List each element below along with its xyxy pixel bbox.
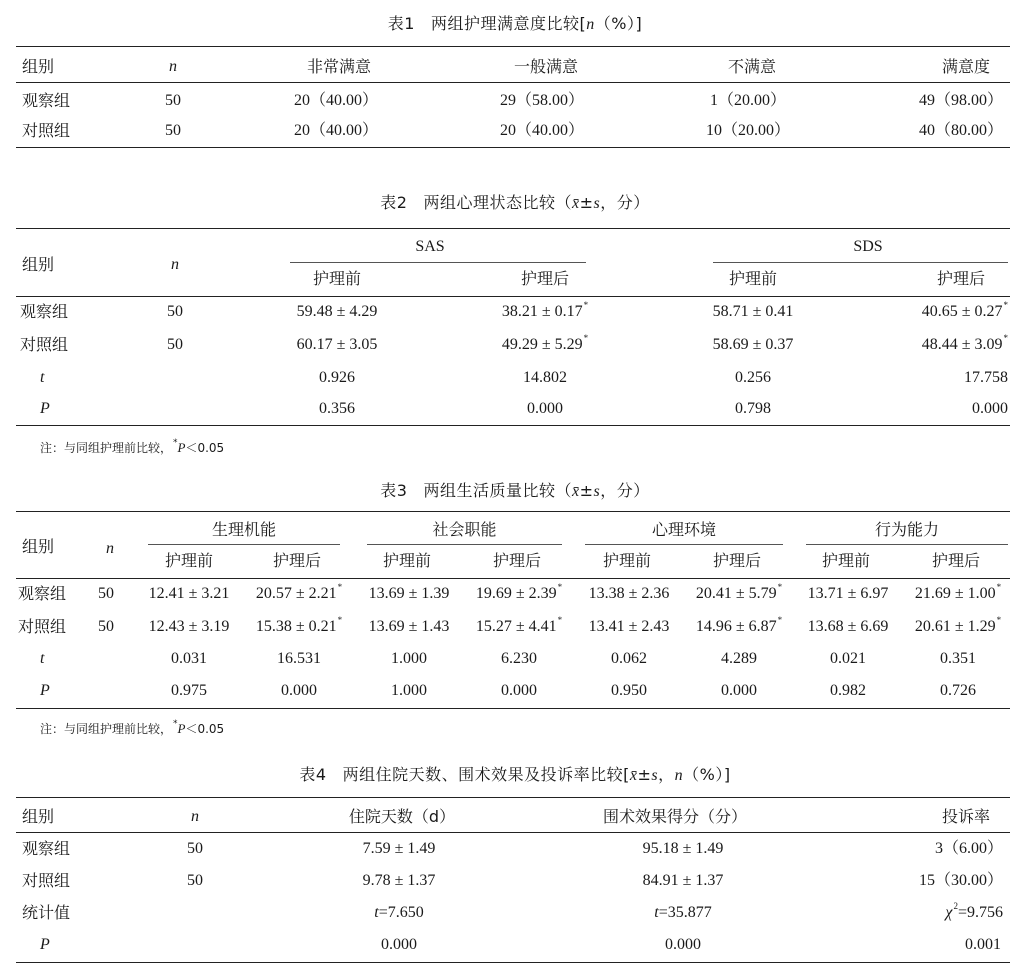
table2-row-label: 对照组 <box>20 335 69 354</box>
significance-marker: * <box>557 614 563 625</box>
table4-caption-number: 表4 <box>299 765 327 784</box>
table1-caption: 表1 两组护理满意度比较[n（%）] <box>387 14 643 33</box>
table3-header-before: 护理前 <box>602 551 652 570</box>
table3-header-n: n <box>106 540 114 557</box>
table1-cell: 29（58.00） <box>499 92 585 109</box>
table1-header-unsatisfied: 不满意 <box>727 57 777 76</box>
table2-cell: 50 <box>167 303 183 320</box>
table2-header-n: n <box>171 256 179 273</box>
table3-cell: 50 <box>98 585 114 602</box>
table3-header-domain: 心理环境 <box>651 520 717 539</box>
table3-cell: 0.351 <box>940 650 976 667</box>
table1-cell: 20（40.00） <box>293 92 379 109</box>
table3-header-after: 护理后 <box>931 551 981 570</box>
table3-span-rule <box>148 544 340 545</box>
table4-cell: 0.000 <box>665 936 701 953</box>
table2-cell: 0.256 <box>735 369 771 386</box>
table3-cell: 15.38 ± 0.21* <box>255 614 343 635</box>
table2-cell: 50 <box>167 336 183 353</box>
table3-cell: 0.062 <box>611 650 647 667</box>
table4-header-stay-days: 住院天数（d） <box>348 807 456 826</box>
table3-cell: 13.69 ± 1.43 <box>368 618 450 635</box>
table3-note: 注：与同组护理前比较，*P＜0.05 <box>40 719 225 736</box>
table4-cell: 15（30.00） <box>918 872 1003 889</box>
table3-header-before: 护理前 <box>382 551 432 570</box>
table1-cell: 1（20.00） <box>709 92 787 109</box>
table3-header-domain: 生理机能 <box>211 520 277 539</box>
table3-cell: 20.41 ± 5.79* <box>695 581 783 602</box>
table3-header-domain: 行为能力 <box>874 520 940 539</box>
table2-header-rule <box>16 296 1010 297</box>
significance-marker: * <box>583 299 589 310</box>
table1-row-label: 观察组 <box>22 91 71 110</box>
table3-row-label: 对照组 <box>18 617 67 636</box>
table3-header-domain: 社会职能 <box>432 520 497 539</box>
table3-span-rule <box>585 544 783 545</box>
table3-header-rule <box>16 578 1010 579</box>
table3-cell: 50 <box>98 618 114 635</box>
table4-caption: 表4 两组住院天数、围术效果及投诉率比较[x̄±s，n（%）] <box>299 765 731 784</box>
significance-marker: * <box>337 614 343 625</box>
table4-top-rule <box>16 797 1010 798</box>
table1-cell: 20（40.00） <box>293 122 379 139</box>
table2-header-sas-before: 护理前 <box>312 269 362 288</box>
table2-cell: 0.926 <box>319 369 355 386</box>
table1-header-n: n <box>169 58 177 75</box>
table3-cell: 6.230 <box>501 650 537 667</box>
table4-cell: 50 <box>187 872 203 889</box>
table1-bottom-rule <box>16 147 1010 148</box>
table3-header-before: 护理前 <box>164 551 214 570</box>
table3-cell: 0.000 <box>501 682 537 699</box>
table3-cell: 4.289 <box>721 650 757 667</box>
table4-header-rule <box>16 832 1010 833</box>
table2-cell: 58.69 ± 0.37 <box>712 336 794 353</box>
table2-sas-span-rule <box>290 262 586 263</box>
table1-cell: 49（98.00） <box>918 92 1003 109</box>
table1-cell: 50 <box>165 122 181 139</box>
table3-cell: 0.000 <box>721 682 757 699</box>
table3-row-label: 观察组 <box>18 584 67 603</box>
table4-bottom-rule <box>16 962 1010 963</box>
table1-header-group: 组别 <box>22 57 55 76</box>
table1-caption-number: 表1 <box>387 14 415 33</box>
table3-header-after: 护理后 <box>272 551 322 570</box>
table2-cell: 38.21 ± 0.17* <box>501 299 589 320</box>
table3-header-group: 组别 <box>22 537 55 556</box>
table1-row-label: 对照组 <box>22 121 71 140</box>
table4-stat-chi: $\chi^2=9.756$ <box>945 900 1003 921</box>
significance-marker: * <box>583 332 589 343</box>
table2-cell: 40.65 ± 0.27* <box>921 299 1008 320</box>
table4-header-perioperative-score: 围术效果得分（分） <box>602 807 748 826</box>
table3-cell: 20.61 ± 1.29* <box>914 614 1002 635</box>
table4-header-n: n <box>191 808 199 825</box>
table4-cell: 84.91 ± 1.37 <box>642 872 724 889</box>
significance-marker: * <box>996 614 1002 625</box>
table4-cell: 50 <box>187 840 203 857</box>
table1-cell: 10（20.00） <box>705 122 791 139</box>
table2-cell: 14.802 <box>523 369 567 386</box>
table2-note: 注：与同组护理前比较，*P＜0.05 <box>40 438 225 455</box>
table1-cell: 40（80.00） <box>918 122 1003 139</box>
table2-cell: 49.29 ± 5.29* <box>501 332 589 353</box>
table3-caption: 表3 两组生活质量比较（x̄±s，分） <box>380 481 650 500</box>
table3-cell: 19.69 ± 2.39* <box>475 581 563 602</box>
table3-header-after: 护理后 <box>492 551 542 570</box>
table3-cell: 16.531 <box>277 650 321 667</box>
table4-stat-t2: t=35.877 <box>654 904 712 921</box>
table4-stat-t1: t=7.650 <box>374 904 424 921</box>
table3-row-label: P <box>40 682 50 699</box>
table3-cell: 21.69 ± 1.00* <box>914 581 1002 602</box>
table3-cell: 14.96 ± 6.87* <box>695 614 783 635</box>
table3-cell: 15.27 ± 4.41* <box>475 614 563 635</box>
table2-header-sds: SDS <box>853 238 883 255</box>
table1-header-rule <box>16 82 1010 83</box>
table2-cell: 58.71 ± 0.41 <box>712 303 794 320</box>
significance-marker: * <box>777 614 783 625</box>
table3-cell: 13.38 ± 2.36 <box>588 585 670 602</box>
table2-cell: 0.000 <box>527 400 563 417</box>
table3-cell: 13.41 ± 2.43 <box>588 618 670 635</box>
table4-cell: 0.001 <box>965 936 1001 953</box>
table1-header-generally-satisfied: 一般满意 <box>513 57 579 76</box>
table3-cell: 0.021 <box>830 650 866 667</box>
table1-header-very-satisfied: 非常满意 <box>306 57 372 76</box>
table2-cell: 59.48 ± 4.29 <box>296 303 378 320</box>
table3-bottom-rule <box>16 708 1010 709</box>
significance-marker: * <box>337 581 343 592</box>
table2-cell: 0.798 <box>735 400 771 417</box>
table3-cell: 1.000 <box>391 682 427 699</box>
table4-header-group: 组别 <box>22 807 55 826</box>
table3-cell: 0.975 <box>171 682 207 699</box>
table3-span-rule <box>806 544 1008 545</box>
table2-cell: 0.356 <box>319 400 355 417</box>
table3-cell: 13.68 ± 6.69 <box>807 618 889 635</box>
table2-header-sas: SAS <box>415 238 445 255</box>
table2-header-sds-after: 护理后 <box>936 269 986 288</box>
table4-cell: 0.000 <box>381 936 417 953</box>
table3-row-label: t <box>40 650 45 667</box>
table2-cell: 17.758 <box>964 369 1008 386</box>
table4-stat-label: 统计值 <box>22 903 71 922</box>
table3-cell: 12.41 ± 3.21 <box>148 585 230 602</box>
table2-row-label: 观察组 <box>20 302 69 321</box>
table3-caption-number: 表3 <box>380 481 408 500</box>
table2-row-label: P <box>40 400 50 417</box>
table2-caption-number: 表2 <box>380 193 408 212</box>
table4-p-label: P <box>40 936 50 953</box>
table4-header-complaint-rate: 投诉率 <box>941 807 990 826</box>
significance-marker: * <box>557 581 563 592</box>
significance-marker: * <box>1003 299 1008 310</box>
table2-row-label: t <box>40 369 45 386</box>
table3-header-before: 护理前 <box>821 551 871 570</box>
table3-header-after: 护理后 <box>712 551 762 570</box>
table2-sds-span-rule <box>713 262 1008 263</box>
table3-cell: 20.57 ± 2.21* <box>255 581 343 602</box>
table3-cell: 0.031 <box>171 650 207 667</box>
table4-row-label: 对照组 <box>22 871 71 890</box>
table3-top-rule <box>16 511 1010 512</box>
table2-header-group: 组别 <box>22 255 55 274</box>
table2-cell: 0.000 <box>972 400 1008 417</box>
table2-caption: 表2 两组心理状态比较（x̄±s，分） <box>380 193 650 212</box>
table2-bottom-rule <box>16 425 1010 426</box>
table4-cell: 3（6.00） <box>934 840 1003 857</box>
table1-top-rule <box>16 46 1010 47</box>
table2-top-rule <box>16 228 1010 229</box>
table1-header-satisfaction: 满意度 <box>941 57 990 76</box>
significance-marker: * <box>777 581 783 592</box>
significance-marker: * <box>1003 332 1008 343</box>
table2-cell: 60.17 ± 3.05 <box>296 336 378 353</box>
table2-header-sas-after: 护理后 <box>520 269 570 288</box>
table3-span-rule <box>367 544 562 545</box>
table3-cell: 0.982 <box>830 682 866 699</box>
table4-row-label: 观察组 <box>22 839 71 858</box>
table3-cell: 1.000 <box>391 650 427 667</box>
table2-cell: 48.44 ± 3.09* <box>921 332 1008 353</box>
table3-cell: 0.000 <box>281 682 317 699</box>
table4-cell: 95.18 ± 1.49 <box>642 840 724 857</box>
significance-marker: * <box>996 581 1002 592</box>
table3-cell: 0.950 <box>611 682 647 699</box>
table3-cell: 12.43 ± 3.19 <box>148 618 230 635</box>
table1-cell: 20（40.00） <box>499 122 585 139</box>
table1-cell: 50 <box>165 92 181 109</box>
table3-cell: 13.71 ± 6.97 <box>807 585 889 602</box>
table3-cell: 0.726 <box>940 682 976 699</box>
table3-cell: 13.69 ± 1.39 <box>368 585 450 602</box>
table4-cell: 9.78 ± 1.37 <box>362 872 436 889</box>
table4-cell: 7.59 ± 1.49 <box>362 840 436 857</box>
table2-header-sds-before: 护理前 <box>728 269 778 288</box>
